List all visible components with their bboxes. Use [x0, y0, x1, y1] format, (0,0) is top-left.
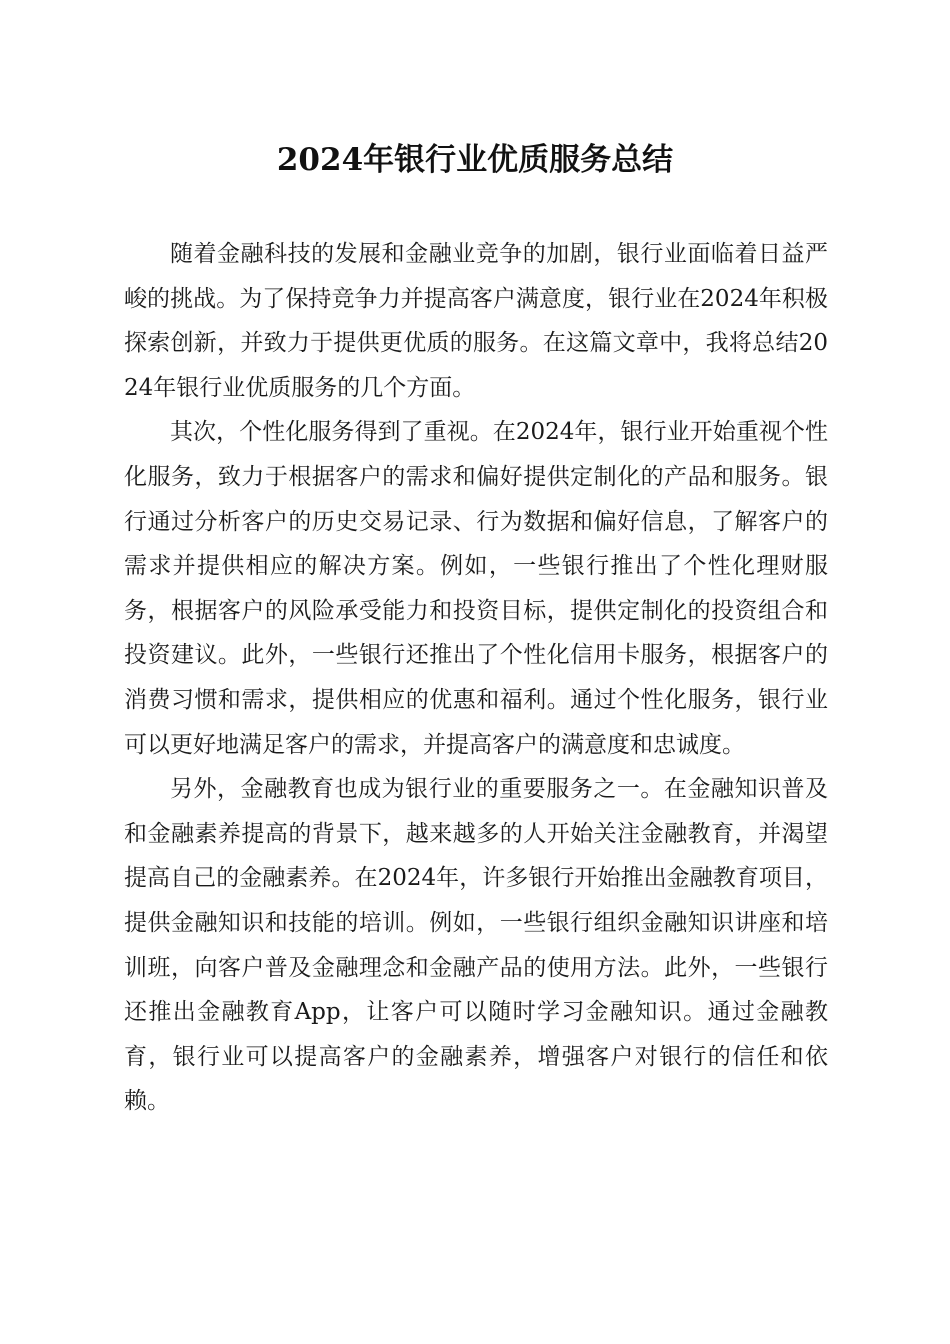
paragraph-financial-education: 另外，金融教育也成为银行业的重要服务之一。在金融知识普及和金融素养提高的背景下，越来越多的人开始关注金融教育，并渴望提高自己的金融素养。在2024年，许多银行开始推出金融教育项目，提供金融知识和技能的培训。例如，一些银行组织金融知识讲座和培训班，向客户普及金融理念和金融产品的使用方法。此外，一些银行还推出金融教育App，让客户可以随时学习金融知识。通过金融教育，银行业可以提高客户的金融素养，增强客户对银行的信任和依赖。 — [124, 776, 828, 1115]
paragraph-intro: 随着金融科技的发展和金融业竞争的加剧，银行业面临着日益严峻的挑战。为了保持竞争力并提高客户满意度，银行业在2024年积极探索创新，并致力于提供更优质的服务。在这篇文章中，我将总结2024年银行业优质服务的几个方面。 — [124, 241, 828, 401]
paragraph-personalized-service: 其次，个性化服务得到了重视。在2024年，银行业开始重视个性化服务，致力于根据客户的需求和偏好提供定制化的产品和服务。银行通过分析客户的历史交易记录、行为数据和偏好信息，了解客户的需求并提供相应的解决方案。例如，一些银行推出了个性化理财服务，根据客户的风险承受能力和投资目标，提供定制化的投资组合和投资建议。此外，一些银行还推出了个性化信用卡服务，根据客户的消费习惯和需求，提供相应的优惠和福利。通过个性化服务，银行业可以更好地满足客户的需求，并提高客户的满意度和忠诚度。 — [124, 419, 828, 758]
document-title: 2024年银行业优质服务总结 — [276, 142, 674, 178]
document-body — [124, 232, 828, 1124]
